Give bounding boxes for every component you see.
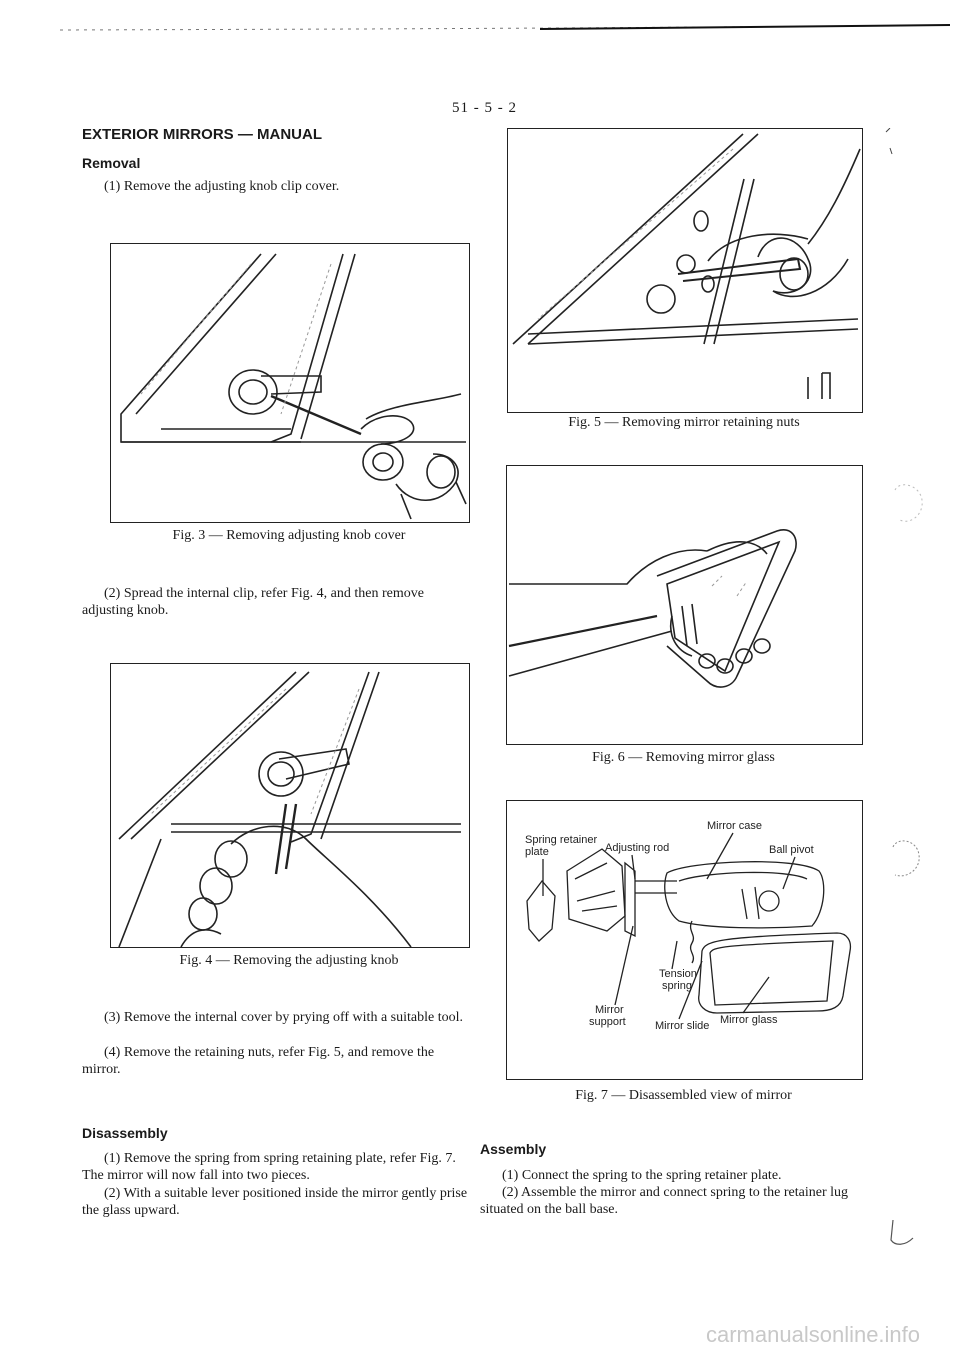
assembly-step-1: (1) Connect the spring to the spring retainer plate. bbox=[502, 1168, 782, 1183]
removal-step-1: (1) Remove the adjusting knob clip cover. bbox=[104, 179, 340, 194]
scan-smudge bbox=[890, 480, 930, 530]
figure-4-caption: Fig. 4 — Removing the adjusting knob bbox=[179, 953, 399, 968]
label-mirror-case: Mirror case bbox=[707, 820, 763, 832]
disassembly-step-2: (2) With a suitable lever positioned inside the mirror gently prise the glass upward. bbox=[82, 1186, 468, 1218]
label-ball-pivot: Ball pivot bbox=[769, 844, 814, 856]
label-spring-retainer-line-2: plate bbox=[525, 846, 549, 858]
label-mirror-support-line-1: Mirror bbox=[595, 1004, 624, 1016]
label-spring-retainer-line-1: Spring retainer bbox=[525, 834, 598, 846]
figure-6-caption: Fig. 6 — Removing mirror glass bbox=[592, 750, 775, 765]
label-mirror-slide: Mirror slide bbox=[655, 1020, 710, 1032]
figure-7-caption: Fig. 7 — Disassembled view of mirror bbox=[575, 1088, 792, 1103]
scan-edge-line bbox=[60, 24, 950, 32]
figure-5-caption: Fig. 5 — Removing mirror retaining nuts bbox=[568, 415, 800, 430]
figure-4-illustration bbox=[110, 663, 470, 948]
removal-step-2: (2) Spread the internal clip, refer Fig. 4, and then remove adjusting knob. bbox=[82, 586, 424, 618]
page-number: 51 - 5 - 2 bbox=[452, 100, 517, 116]
label-tension-line-2: spring bbox=[662, 980, 692, 992]
assembly-heading: Assembly bbox=[480, 1141, 547, 1157]
watermark: carmanualsonline.info bbox=[706, 1322, 921, 1347]
figure-7-diagram bbox=[506, 800, 863, 1080]
section-title: EXTERIOR MIRRORS — MANUAL bbox=[82, 126, 322, 143]
label-adjusting-rod: Adjusting rod bbox=[605, 842, 670, 854]
removal-step-3: (3) Remove the internal cover by prying off with a suitable tool. bbox=[104, 1010, 463, 1025]
assembly-step-2: (2) Assemble the mirror and connect spring to the retainer lug situated on the ball base. bbox=[480, 1185, 849, 1217]
figure-6-illustration bbox=[506, 465, 863, 745]
figure-5-illustration bbox=[507, 128, 863, 413]
figure-3-illustration bbox=[110, 243, 470, 523]
scan-smudge bbox=[885, 835, 925, 885]
disassembly-heading: Disassembly bbox=[82, 1125, 168, 1141]
figure-3-caption: Fig. 3 — Removing adjusting knob cover bbox=[172, 528, 406, 543]
scan-mark bbox=[880, 128, 900, 158]
label-mirror-glass: Mirror glass bbox=[720, 1014, 778, 1026]
scan-mark bbox=[885, 1210, 925, 1260]
label-mirror-support-line-2: support bbox=[589, 1016, 626, 1028]
label-tension-line-1: Tension bbox=[659, 968, 697, 980]
removal-heading: Removal bbox=[82, 155, 141, 171]
removal-step-4: (4) Remove the retaining nuts, refer Fig. 5, and remove the mirror. bbox=[82, 1045, 435, 1077]
disassembly-step-1: (1) Remove the spring from spring retaining plate, refer Fig. 7. The mirror will now fall into two pieces. bbox=[82, 1151, 456, 1183]
